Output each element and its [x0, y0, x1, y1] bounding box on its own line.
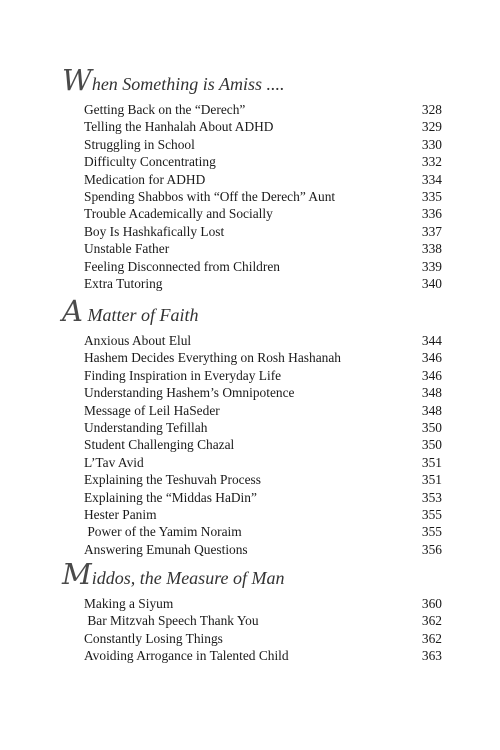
toc-entry-title: Avoiding Arrogance in Talented Child [84, 648, 289, 664]
toc-entry-title: Medication for ADHD [84, 171, 206, 187]
toc-entry[interactable] [84, 436, 442, 453]
section-heading-text: Matter of Faith [82, 305, 199, 325]
toc-entry[interactable] [84, 349, 442, 366]
toc-entry[interactable] [84, 240, 442, 257]
toc-entry-page-number: 337 [421, 223, 442, 239]
toc-entry[interactable] [84, 612, 442, 629]
toc-entry[interactable] [84, 541, 442, 558]
toc-entry-page-number: 336 [421, 206, 442, 222]
toc-section [62, 63, 442, 292]
toc-entry-page-number: 340 [421, 275, 442, 291]
toc-entry-title: Getting Back on the “Derech” [84, 102, 246, 117]
toc-entry-page-number: 328 [421, 102, 442, 117]
toc-entry[interactable] [84, 402, 442, 419]
toc-entry-title: Constantly Losing Things [84, 630, 223, 646]
toc-entry[interactable] [84, 275, 442, 292]
toc-entry-title: Hashem Decides Everything on Rosh Hashanah [84, 350, 341, 366]
toc-entry-page-number: 360 [421, 596, 442, 611]
toc-entry-title: Spending Shabbos with “Off the Derech” Aunt [84, 188, 336, 204]
toc-entry-title: Telling the Hanhalah About ADHD [84, 119, 274, 135]
section-heading-initial: M [62, 557, 91, 591]
toc-entry[interactable] [84, 471, 442, 488]
toc-entry[interactable] [84, 595, 442, 612]
toc-entry-page-number: 334 [421, 171, 442, 187]
toc-entry-page-number: 362 [421, 613, 442, 629]
toc-entry-title: Struggling in School [84, 136, 195, 152]
toc-entry-title: Boy Is Hashkafically Lost [84, 223, 225, 239]
toc-entry-title: Power of the Yamim Noraim [84, 524, 242, 540]
toc-entry-page-number: 356 [421, 541, 442, 557]
toc-entry-page-number: 353 [421, 489, 442, 505]
toc-entry-page-number: 339 [421, 258, 442, 274]
toc-entry[interactable] [84, 367, 442, 384]
toc-entry-page-number: 362 [421, 630, 442, 646]
toc-entry-page-number: 355 [421, 524, 442, 540]
toc-entry-title: Unstable Father [84, 241, 170, 257]
section-heading [62, 557, 442, 595]
toc-entry-page-number: 335 [421, 188, 442, 204]
toc-entry[interactable] [84, 205, 442, 222]
toc-entry-page-number: 350 [421, 419, 442, 435]
toc-entry[interactable] [84, 118, 442, 135]
toc-entry-title: Making a Siyum [84, 596, 174, 611]
section-heading-text: hen Something is Amiss .... [91, 74, 285, 94]
toc-entry-title: Answering Emunah Questions [84, 541, 248, 557]
toc-entry[interactable] [84, 171, 442, 188]
toc-entry[interactable] [84, 630, 442, 647]
toc-entry-page-number: 348 [421, 402, 442, 418]
toc-entry[interactable] [84, 136, 442, 153]
toc-entry-title: Trouble Academically and Socially [84, 206, 273, 222]
section-heading-initial: W [62, 63, 91, 97]
toc-entry[interactable] [84, 153, 442, 170]
toc-entry[interactable] [84, 101, 442, 118]
toc-entry-page-number: 346 [421, 350, 442, 366]
section-heading [62, 294, 442, 332]
toc-entry[interactable] [84, 188, 442, 205]
toc-entry-title: Extra Tutoring [84, 275, 163, 291]
toc-entry-title: Understanding Hashem’s Omnipotence [84, 385, 295, 401]
toc-entry-page-number: 351 [421, 454, 442, 470]
toc-entry-page-number: 355 [421, 506, 442, 522]
section-heading-text: iddos, the Measure of Man [91, 568, 285, 588]
toc-entry[interactable] [84, 489, 442, 506]
toc-entry-title: Finding Inspiration in Everyday Life [84, 367, 282, 383]
toc-entry-page-number: 348 [421, 385, 442, 401]
toc-section [62, 294, 442, 558]
toc-entry-list [62, 101, 442, 292]
toc-entry-title: Anxious About Elul [84, 333, 192, 348]
toc-entry[interactable] [84, 258, 442, 275]
toc-section [62, 557, 442, 665]
toc-entry-page-number: 350 [421, 437, 442, 453]
section-heading [62, 63, 442, 101]
toc-entry-title: Feeling Disconnected from Children [84, 258, 280, 274]
toc-entry[interactable] [84, 506, 442, 523]
toc-entry-title: Message of Leil HaSeder [84, 402, 220, 418]
toc-entry-page-number: 346 [421, 367, 442, 383]
toc-entry-title: Explaining the “Middas HaDin” [84, 489, 257, 505]
toc-entry-title: Hester Panim [84, 506, 157, 522]
toc-entry[interactable] [84, 523, 442, 540]
toc-entry-page-number: 329 [421, 119, 442, 135]
toc-entry-page-number: 363 [421, 648, 442, 664]
toc-entry-page-number: 344 [421, 333, 442, 348]
toc-entry[interactable] [84, 223, 442, 240]
toc-entry-page-number: 351 [421, 472, 442, 488]
toc-entry[interactable] [84, 384, 442, 401]
toc-entry-title: Understanding Tefillah [84, 419, 208, 435]
section-heading-initial: A [62, 294, 82, 328]
toc-entry[interactable] [84, 332, 442, 349]
toc-entry-list [62, 332, 442, 558]
toc-entry-page-number: 338 [421, 241, 442, 257]
toc-entry-title: Bar Mitzvah Speech Thank You [84, 613, 259, 629]
toc-entry-title: L’Tav Avid [84, 454, 144, 470]
toc-entry[interactable] [84, 419, 442, 436]
toc-entry[interactable] [84, 454, 442, 471]
toc-entry-title: Explaining the Teshuvah Process [84, 472, 261, 488]
toc-entry-page-number: 332 [421, 154, 442, 170]
toc-entry-title: Difficulty Concentrating [84, 154, 216, 170]
toc-entry[interactable] [84, 647, 442, 664]
toc-entry-title: Student Challenging Chazal [84, 437, 235, 453]
toc-entry-page-number: 330 [421, 136, 442, 152]
toc-entry-list [62, 595, 442, 665]
